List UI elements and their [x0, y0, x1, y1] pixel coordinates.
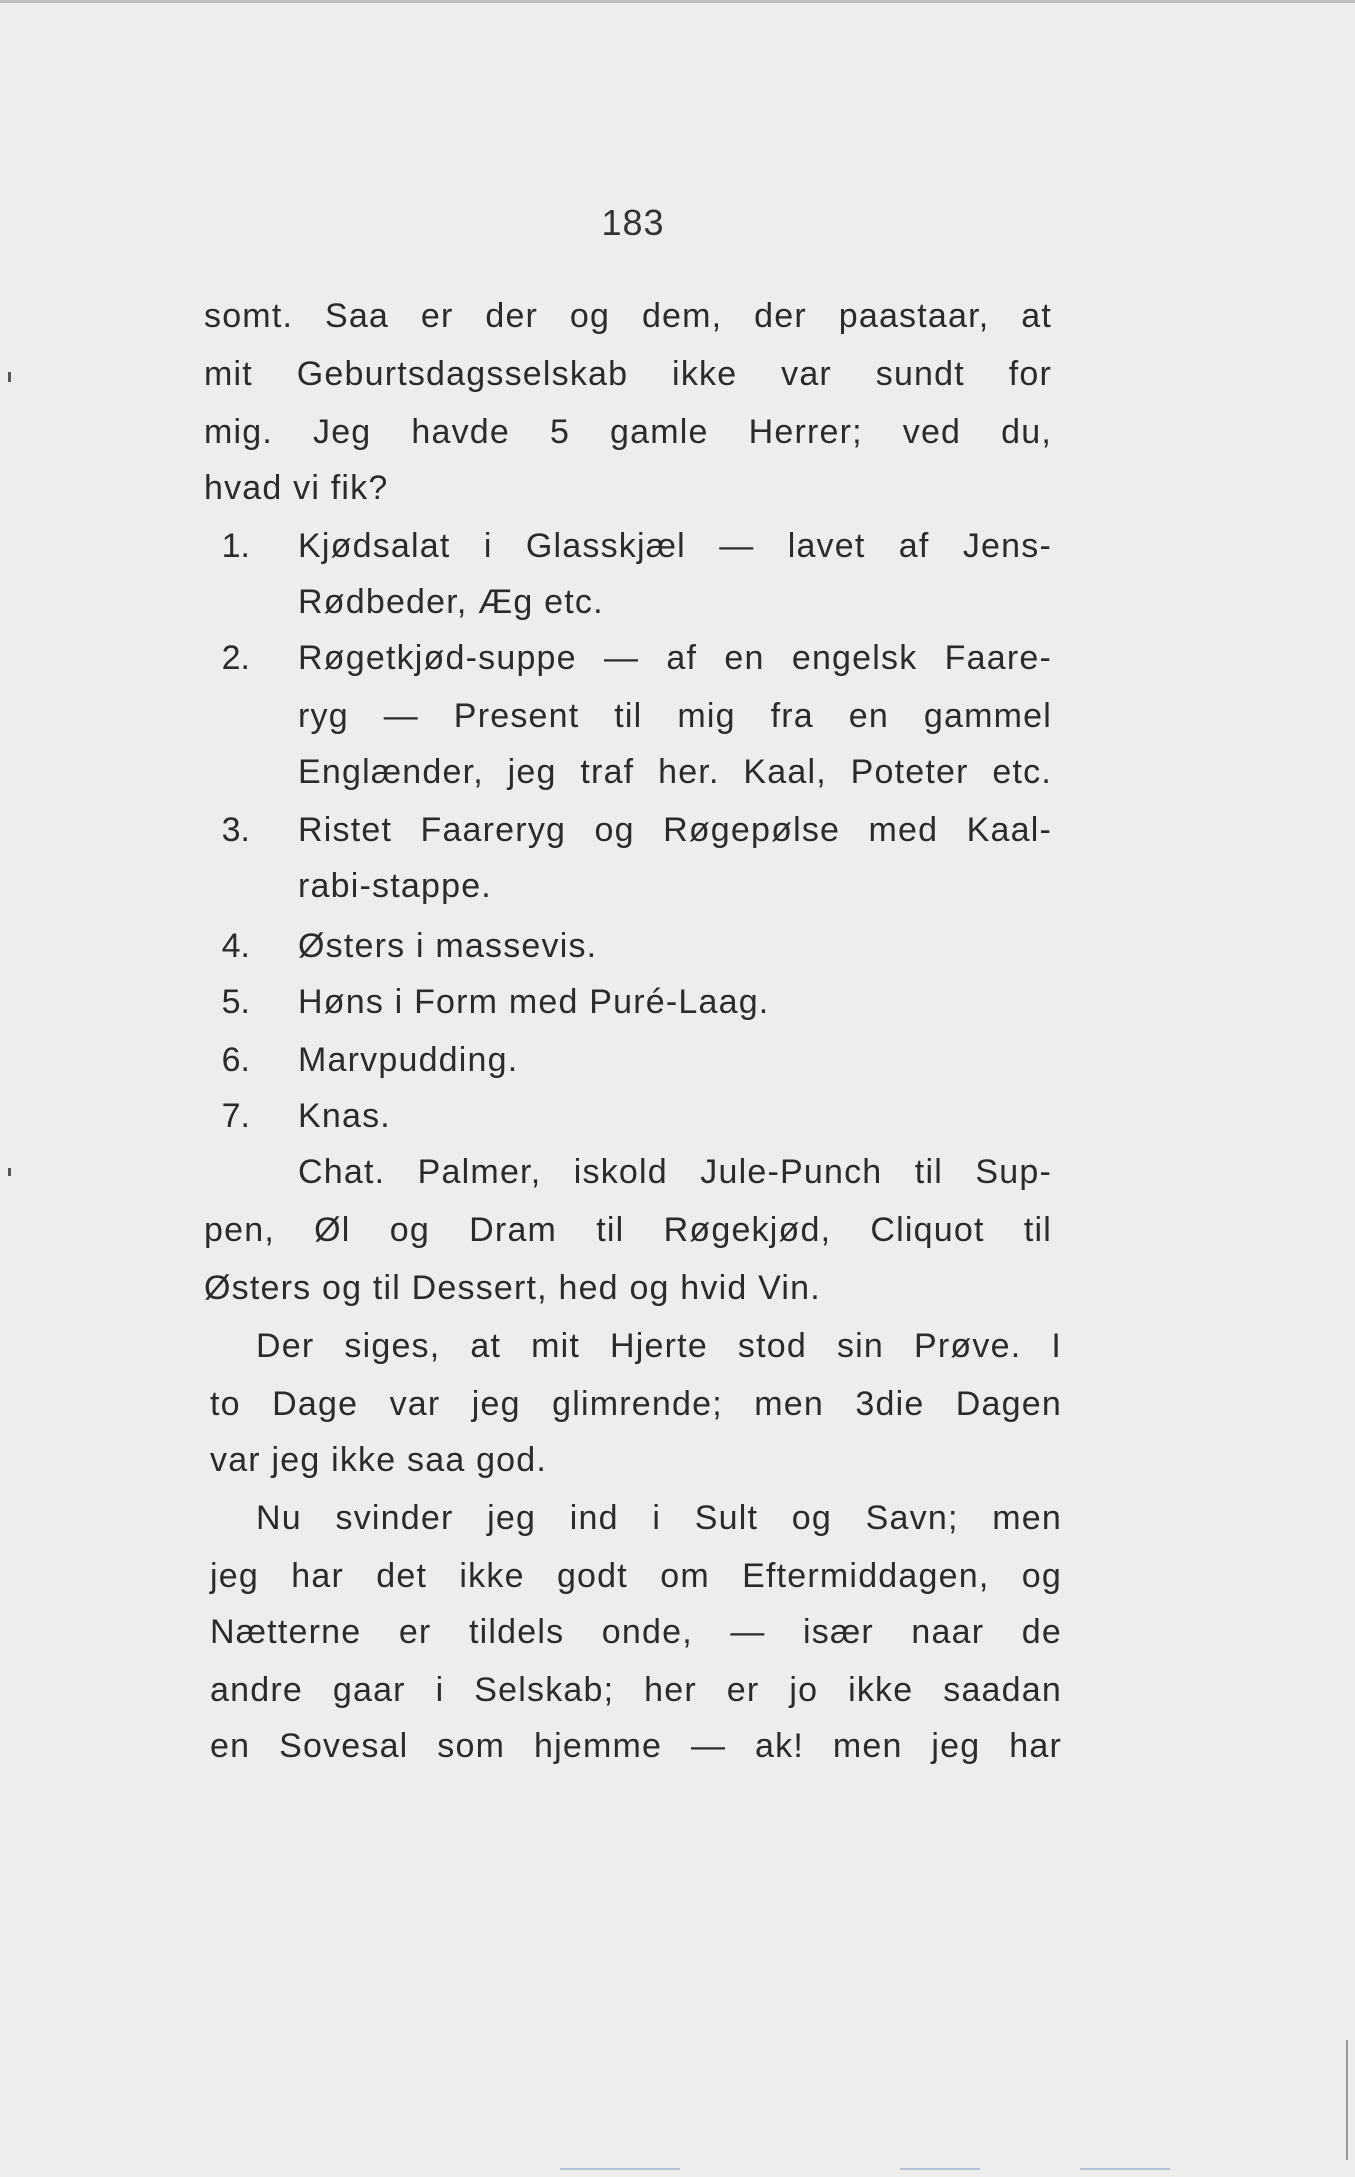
menu-item-text: Røgetkjød-suppe — af en engelsk Faare-: [298, 639, 1052, 677]
page-number: 183: [601, 202, 665, 243]
scan-mark: [8, 372, 11, 382]
text-line: Der siges, at mit Hjerte stod sin Prøve. I: [256, 1327, 1062, 1365]
menu-item-text: Østers i massevis.: [298, 927, 598, 965]
menu-item-text: Ristet Faareryg og Røgepølse med Kaal-: [298, 811, 1052, 849]
menu-item-text: Marvpudding.: [298, 1041, 519, 1079]
text-line: somt. Saa er der og dem, der paastaar, at: [204, 297, 1052, 335]
menu-item-number: 1.: [221, 527, 250, 565]
text-line: jeg har det ikke godt om Eftermiddagen, og: [210, 1557, 1062, 1595]
text-line: en Sovesal som hjemme — ak! men jeg har: [210, 1727, 1062, 1765]
scan-mark: [1080, 2168, 1170, 2170]
menu-item-text: ryg — Present til mig fra en gammel: [298, 697, 1052, 735]
text-line: andre gaar i Selskab; her er jo ikke saadan: [210, 1671, 1062, 1709]
menu-item-number: 6.: [221, 1041, 250, 1079]
menu-item-text: Høns i Form med Puré-Laag.: [298, 983, 770, 1021]
text-line: Nætterne er tildels onde, — især naar de: [210, 1613, 1062, 1651]
menu-item-text: rabi-stappe.: [298, 867, 492, 905]
scan-mark: [900, 2168, 980, 2170]
text-line: pen, Øl og Dram til Røgekjød, Cliquot til: [204, 1211, 1052, 1249]
text-line: hvad vi fik?: [204, 469, 389, 507]
menu-item-number: 3.: [221, 811, 250, 849]
scan-mark: [560, 2168, 680, 2170]
menu-item-number: 7.: [221, 1097, 250, 1135]
text-line: Chat. Palmer, iskold Jule-Punch til Sup-: [298, 1153, 1052, 1191]
scan-edge: [1346, 2040, 1348, 2160]
menu-item-text: Englænder, jeg traf her. Kaal, Poteter etc.: [298, 753, 1052, 791]
page-top-edge: [0, 0, 1355, 3]
menu-item-number: 5.: [221, 983, 250, 1021]
text-line: var jeg ikke saa god.: [210, 1441, 548, 1479]
text-line: mit Geburtsdagsselskab ikke var sundt for: [204, 355, 1052, 393]
menu-item-number: 4.: [221, 927, 250, 965]
menu-item-text: Knas.: [298, 1097, 391, 1135]
text-line: Østers og til Dessert, hed og hvid Vin.: [204, 1269, 821, 1307]
text-line: to Dage var jeg glimrende; men 3die Dagen: [210, 1385, 1062, 1423]
menu-item-text: Rødbeder, Æg etc.: [298, 583, 604, 621]
scan-mark: [8, 1168, 11, 1176]
text-line: mig. Jeg havde 5 gamle Herrer; ved du,: [204, 413, 1052, 451]
menu-item-number: 2.: [221, 639, 250, 677]
menu-item-text: Kjødsalat i Glasskjæl — lavet af Jens-: [298, 527, 1052, 565]
text-line: Nu svinder jeg ind i Sult og Savn; men: [256, 1499, 1062, 1537]
